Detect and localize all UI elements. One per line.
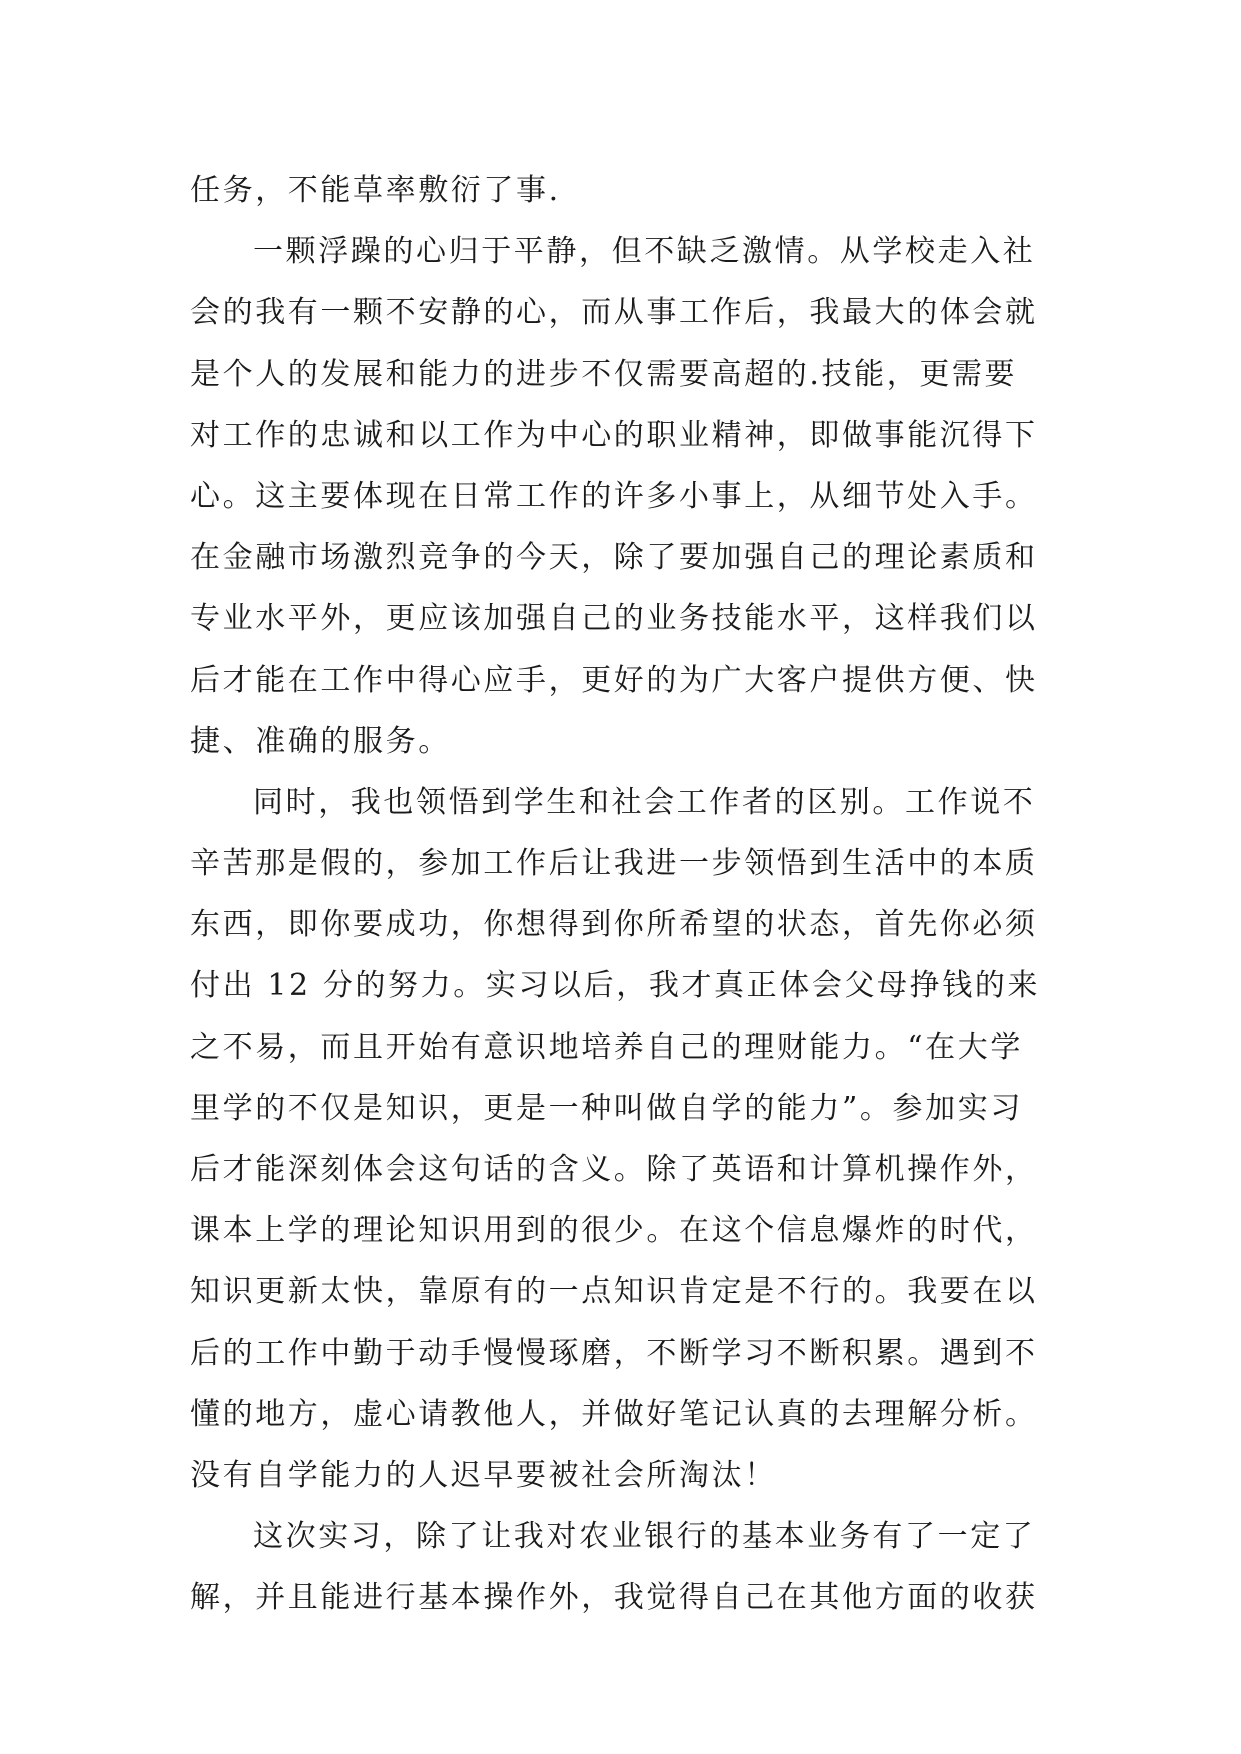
text-line: 这次实习，除了让我对农业银行的基本业务有了一定了 [253, 1519, 1036, 1555]
text-line: 付出 12 分的努力。实习以后，我才真正体会父母挣钱的来 [190, 968, 1041, 1004]
paragraph [190, 221, 1060, 772]
text-line: 没有自学能力的人迟早要被社会所淘汰！ [190, 1457, 777, 1493]
text-line: 辛苦那是假的，参加工作后让我进一步领悟到生活中的本质 [190, 846, 1038, 882]
text-line: 里学的不仅是知识，更是一种叫做自学的能力”。参加实习 [190, 1090, 1023, 1126]
text-line: 心。这主要体现在日常工作的许多小事上，从细节处入手。 [190, 478, 1038, 514]
paragraph [190, 1506, 1060, 1628]
text-line: 后才能在工作中得心应手，更好的为广大客户提供方便、快 [190, 662, 1038, 698]
text-line: 后的工作中勤于动手慢慢琢磨，不断学习不断积累。遇到不 [190, 1335, 1038, 1371]
text-line: 懂的地方，虚心请教他人，并做好笔记认真的去理解分析。 [190, 1396, 1038, 1432]
text-line: 知识更新太快，靠原有的一点知识肯定是不行的。我要在以 [190, 1274, 1038, 1310]
paragraph [190, 772, 1060, 1506]
text-line: 任务，不能草率敷衍了事. [190, 173, 561, 208]
text-line: 捷、准确的服务。 [190, 723, 451, 759]
text-line: 东西，即你要成功，你想得到你所希望的状态，首先你必须 [190, 907, 1038, 943]
text-line: 专业水平外，更应该加强自己的业务技能水平，这样我们以 [190, 601, 1038, 637]
text-line: 之不易，而且开始有意识地培养自己的理财能力。“在大学 [190, 1029, 1023, 1065]
text-line: 会的我有一颗不安静的心，而从事工作后，我最大的体会就 [190, 295, 1038, 331]
text-line: 同时，我也领悟到学生和社会工作者的区别。工作说不 [253, 784, 1036, 820]
text-line: 后才能深刻体会这句话的含义。除了英语和计算机操作外， [190, 1152, 1038, 1187]
text-line: 是个人的发展和能力的进步不仅需要高超的.技能，更需要 [190, 356, 1018, 392]
text-line: 一颗浮躁的心归于平静，但不缺乏激情。从学校走入社 [253, 234, 1036, 270]
text-line: 解，并且能进行基本操作外，我觉得自己在其他方面的收获 [190, 1580, 1038, 1616]
text-line: 对工作的忠诚和以工作为中心的职业精神，即做事能沉得下 [190, 417, 1038, 453]
text-line: 课本上学的理论知识用到的很少。在这个信息爆炸的时代， [190, 1213, 1038, 1249]
text-line: 在金融市场激烈竞争的今天，除了要加强自己的理论素质和 [190, 540, 1038, 576]
document-body [190, 160, 1060, 1629]
paragraph [190, 160, 1060, 221]
